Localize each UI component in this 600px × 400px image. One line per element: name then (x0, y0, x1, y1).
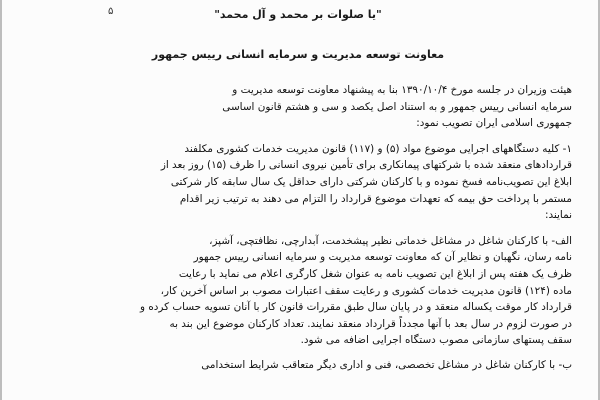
page-corner-mark: ۵ (108, 6, 114, 17)
document-body (24, 82, 572, 374)
text-line: جمهوری اسلامی ایران تصویب نمود: (416, 117, 572, 130)
scan-border-left (0, 0, 2, 400)
paragraph-item-1 (24, 141, 572, 224)
text-line: در صورت لزوم در سال بعد با آنها مجدداً قرارداد منعقد نمایند. تعداد کارکنان موضوع این بند به (169, 317, 572, 330)
text-line: نامه رسان، نگهبان و نظایر آن که معاونت توسعه مدیریت و سرمایه انسانی رییس جمهور (193, 251, 572, 264)
text-line: ب- با کارکنان شاغل در مشاغل تخصصی، فنی و اداری دیگر متعاقب شرایط استخدامی (201, 358, 572, 371)
text-line: نمایند: (544, 209, 572, 222)
text-line: سقف پستهای سازمانی مصوب دستگاه اجرایی اضافه می شود. (300, 334, 572, 347)
office-heading: معاونت توسعه مدیریت و سرمایه انسانی رییس جمهور (151, 48, 445, 61)
text-line: سرمایه انسانی رییس جمهور و به استناد اصل یکصد و سی و هشتم قانون اساسی (222, 100, 572, 113)
text-line: ماده (۱۲۴) قانون مدیریت خدمات کشوری و رعایت سقف اعتبارات مصوب بر اساس آخرین کار، (160, 284, 572, 297)
text-line: ۱- کلیه دستگاههای اجرایی موضوع مواد (۵) و (۱۱۷) قانون مدیریت خدمات کشوری مکلفند (184, 142, 572, 155)
paragraph-intro (24, 82, 572, 132)
blessing-heading: "یا صلوات بر محمد و آل محمد" (214, 8, 382, 21)
paragraph-item-alef (24, 233, 572, 349)
text-line: ظرف یک هفته پس از ابلاغ این تصویب نامه به عنوان شغل کارگری اعلام می نماید با رعایت (178, 267, 572, 280)
text-line: الف- با کارکنان شاغل در مشاغل خدماتی نظیر پیشخدمت، آبدارچی، نظافتچی، آشپز، (209, 234, 572, 247)
paragraph-item-be (24, 357, 572, 374)
text-line: قراردادهای منعقد شده با شرکتهای پیمانکاری برای تأمین نیروی انسانی را ظرف (۱۵) روز بعد از (160, 159, 572, 172)
text-line: قرارداد کار موقت یکساله منعقد و در پایان سال طبق مقررات قانون کار با آنان تسویه حساب کرده و (140, 301, 572, 314)
text-line: هیئت وزیران در جلسه مورخ ۱۳۹۰/۱۰/۴ بنا به پیشنهاد معاونت توسعه مدیریت و (232, 84, 572, 96)
text-line: ابلاغ این تصویب‌نامه فسخ نموده و با کارکنان شرکتی دارای حداقل یک سال سابقه کار شرکتی (170, 175, 572, 188)
text-line: مستمر با پرداخت حق بیمه که تعهدات موضوع قرارداد را التزام می دهند به ترتیب زیر اقدام (179, 192, 572, 205)
